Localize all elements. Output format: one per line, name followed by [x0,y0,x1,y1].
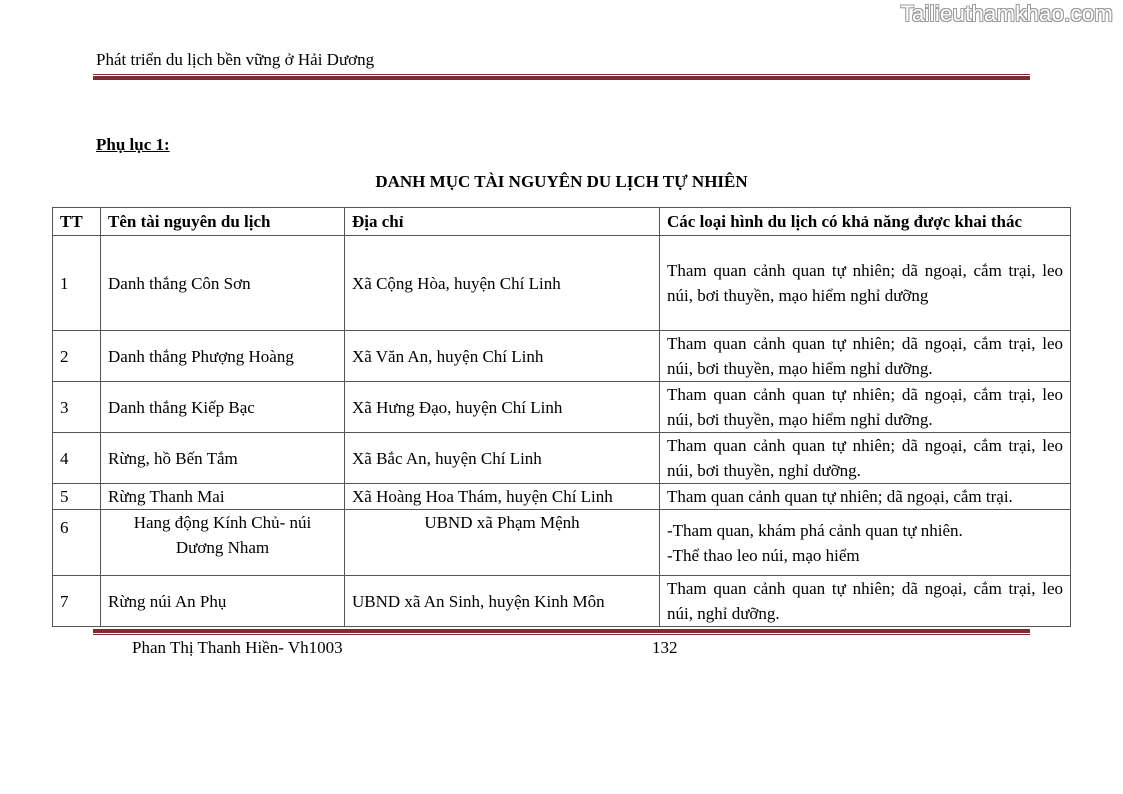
table-row [53,576,1071,627]
cell-tt: 7 [53,576,101,627]
table-row [53,484,1071,510]
cell-name: Rừng Thanh Mai [101,484,345,510]
watermark: Tailieuthamkhao.com [900,1,1113,26]
table-title: DANH MỤC TÀI NGUYÊN DU LỊCH TỰ NHIÊN [375,172,748,191]
cell-types: Tham quan cảnh quan tự nhiên; dã ngoại, cắm trại, leo núi, bơi thuyền, nghỉ dưỡng. [660,433,1071,484]
header-address: Địa chỉ [345,208,660,236]
cell-types: Tham quan cảnh quan tự nhiên; dã ngoại, cắm trại. [660,484,1071,510]
cell-tt: 2 [53,331,101,382]
cell-types: Tham quan cảnh quan tự nhiên; dã ngoại, cắm trại, leo núi, bơi thuyền, mạo hiểm nghỉ dưỡng. [660,331,1071,382]
cell-name: Rừng, hồ Bến Tắm [101,433,345,484]
table-row [53,236,1071,331]
cell-name: Danh thắng Kiếp Bạc [101,382,345,433]
cell-types-line: -Thể thao leo núi, mạo hiểm [667,545,860,565]
cell-address: UBND xã Phạm Mệnh [345,510,660,576]
table-row [53,331,1071,382]
cell-name: Rừng núi An Phụ [101,576,345,627]
appendix-label: Phụ lục 1: [96,135,170,154]
cell-tt: 3 [53,382,101,433]
header-types: Các loại hình du lịch có khả năng được khai thác [660,208,1071,236]
page-number: 132 [652,638,678,657]
cell-address: Xã Hoàng Hoa Thám, huyện Chí Linh [345,484,660,510]
cell-name-line: Dương Nham [175,538,270,557]
cell-tt: 5 [53,484,101,510]
cell-address: Xã Cộng Hòa, huyện Chí Linh [345,236,660,331]
cell-name: Danh thắng Côn Sơn [101,236,345,331]
header-rule-thick [93,76,1030,80]
cell-name-line: Hang động Kính Chủ- núi [133,513,312,532]
footer-author: Phan Thị Thanh Hiền- Vh1003 [132,638,343,657]
running-header-title: Phát triển du lịch bền vững ở Hải Dương [96,50,375,69]
cell-name: Danh thắng Phượng Hoàng [101,331,345,382]
cell-tt: 6 [53,510,101,576]
cell-types-line: -Tham quan, khám phá cảnh quan tự nhiên. [667,520,963,540]
cell-address: Xã Văn An, huyện Chí Linh [345,331,660,382]
cell-types [660,510,1071,576]
cell-types: Tham quan cảnh quan tự nhiên; dã ngoại, cắm trại, leo núi, bơi thuyền, mạo hiểm nghỉ dưỡng. [660,382,1071,433]
footer-rule-thin [93,634,1030,635]
table-row [53,433,1071,484]
table-row [53,510,1071,576]
cell-tt: 4 [53,433,101,484]
cell-name [101,510,345,576]
cell-address: UBND xã An Sinh, huyện Kinh Môn [345,576,660,627]
cell-address: Xã Bắc An, huyện Chí Linh [345,433,660,484]
cell-types: Tham quan cảnh quan tự nhiên; dã ngoại, cắm trại, leo núi, bơi thuyền, mạo hiểm nghỉ dưỡng [660,236,1071,331]
header-rule-thin [93,74,1030,75]
table-header-row [53,208,1071,236]
cell-types: Tham quan cảnh quan tự nhiên; dã ngoại, cắm trại, leo núi, nghỉ dưỡng. [660,576,1071,627]
table-row [53,382,1071,433]
header-tt: TT [53,208,101,236]
natural-resources-table [52,207,1071,627]
header-name: Tên tài nguyên du lịch [101,208,345,236]
cell-tt: 1 [53,236,101,331]
cell-address: Xã Hưng Đạo, huyện Chí Linh [345,382,660,433]
footer-rule-thick [93,629,1030,633]
